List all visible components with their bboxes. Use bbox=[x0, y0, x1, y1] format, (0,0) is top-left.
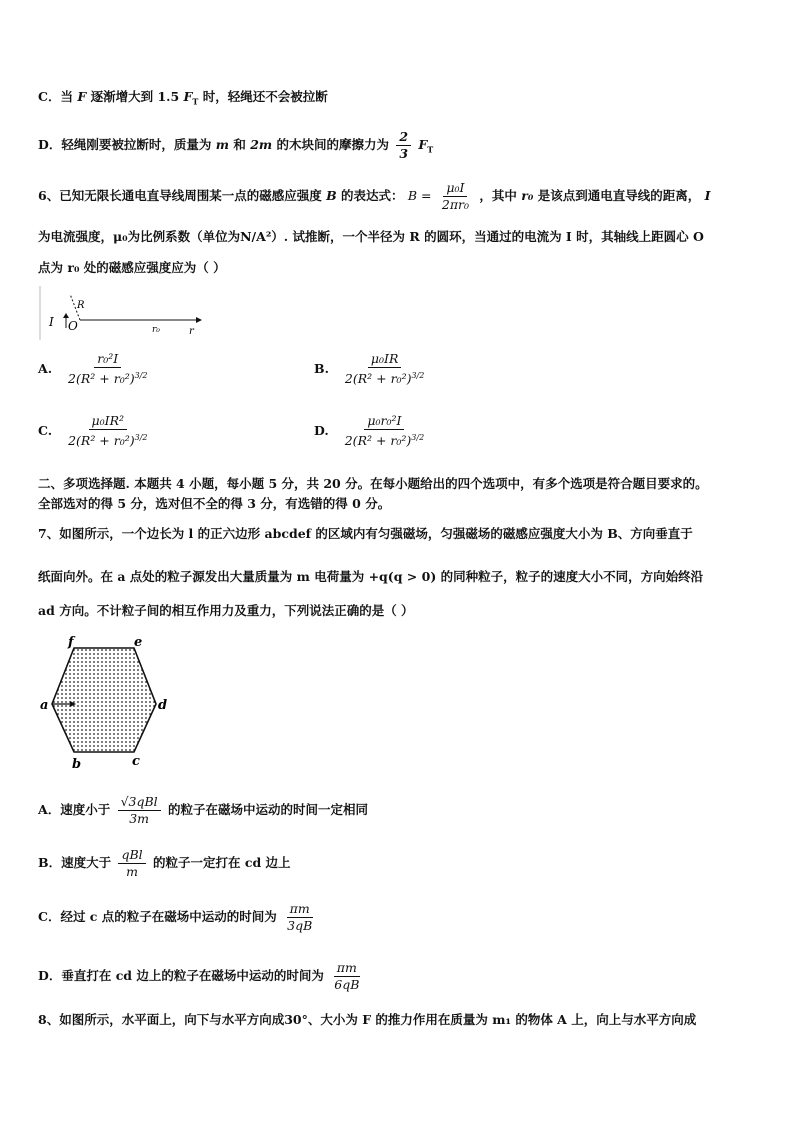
fraction bbox=[342, 414, 427, 448]
option-label: C． bbox=[38, 909, 61, 924]
fraction bbox=[65, 352, 150, 386]
vertex-label-b: b bbox=[72, 757, 82, 772]
option-label: C． bbox=[38, 89, 61, 104]
text: 时，轻绳还不会被拉断 bbox=[202, 89, 328, 104]
text: 经过 c 点的粒子在磁场中运动的时间为 bbox=[60, 909, 277, 924]
text: 当 bbox=[60, 89, 73, 104]
numerator: πm bbox=[287, 902, 313, 918]
vertex-label-c: c bbox=[132, 754, 140, 769]
current-arrowhead bbox=[63, 313, 69, 318]
denominator: 2πr₀ bbox=[441, 197, 470, 212]
fig-label-o: O bbox=[68, 319, 78, 333]
q6-option-d[interactable] bbox=[314, 414, 430, 448]
denominator: m bbox=[126, 864, 138, 879]
q6-option-c[interactable] bbox=[38, 414, 154, 448]
var-f: F bbox=[77, 89, 87, 104]
var-2m: 2m bbox=[250, 137, 273, 152]
numerator: μ₀I bbox=[443, 181, 467, 197]
numerator: μ₀IR bbox=[368, 352, 401, 368]
denominator bbox=[65, 430, 150, 448]
option-label: A． bbox=[38, 802, 61, 817]
denominator bbox=[342, 368, 427, 386]
var-b: B bbox=[326, 188, 337, 203]
section2-line2: 全部选对的得 5 分，选对但不全的得 3 分，有选错的得 0 分。 bbox=[38, 496, 391, 511]
text: 速度大于 bbox=[61, 855, 112, 870]
fig-label-i: I bbox=[49, 315, 54, 329]
q7-line2: 纸面向外。在 a 点处的粒子源发出大量质量为 m 电荷量为 +q(q > 0) 的同种粒子，粒子的速度大小不同，方向始终沿 bbox=[38, 569, 704, 584]
fraction bbox=[331, 961, 362, 992]
vertex-label-f: f bbox=[68, 635, 74, 650]
denominator: 3 bbox=[399, 146, 409, 161]
var-r0: r₀ bbox=[521, 188, 534, 203]
formula-lhs: B = bbox=[407, 188, 432, 203]
numerator: r₀²I bbox=[94, 352, 121, 368]
option-label: D. bbox=[314, 422, 329, 438]
text: ，其中 bbox=[479, 188, 517, 203]
axis-arrowhead bbox=[196, 317, 202, 323]
vertex-label-d: d bbox=[158, 698, 168, 713]
denominator: 3m bbox=[129, 811, 150, 826]
numerator: μ₀IR² bbox=[89, 414, 128, 430]
option-label: B. bbox=[314, 360, 329, 376]
option-label: A. bbox=[38, 360, 53, 376]
numerator: √3qBl bbox=[118, 795, 161, 811]
text: 速度小于 bbox=[60, 802, 111, 817]
exponent: 3/2 bbox=[411, 433, 425, 442]
q6-line3: 点为 r₀ 处的磁感应强度应为（ ） bbox=[38, 260, 226, 275]
exponent: 3/2 bbox=[134, 433, 148, 442]
denominator bbox=[342, 430, 427, 448]
text: 的粒子在磁场中运动的时间一定相同 bbox=[168, 802, 369, 817]
hexagon-figure bbox=[36, 632, 176, 772]
numerator: qBl bbox=[118, 848, 145, 864]
hexagon-region bbox=[52, 648, 156, 752]
var-m: m bbox=[215, 137, 229, 152]
text: 的木块间的摩擦力为 bbox=[276, 137, 389, 152]
fraction bbox=[342, 352, 427, 386]
fig-label-r: R bbox=[77, 300, 85, 311]
q7-line1: 7、如图所示，一个边长为 l 的正六边形 abcdef 的区域内有匀强磁场，匀强磁场的磁感应强度大小为 B、方向垂直于 bbox=[38, 526, 693, 541]
text: 6、已知无限长通电直导线周围某一点的磁感应强度 bbox=[38, 188, 322, 203]
subscript: T bbox=[192, 96, 199, 107]
option-label: D． bbox=[38, 137, 62, 152]
value: 1.5 bbox=[157, 89, 180, 104]
q7-option-a[interactable] bbox=[38, 795, 368, 826]
q6-option-b[interactable] bbox=[314, 352, 430, 386]
text: 是该点到通电直导线的距离， bbox=[537, 188, 701, 203]
text: 和 bbox=[233, 137, 246, 152]
q6-figure bbox=[38, 286, 208, 341]
numerator: 2 bbox=[396, 130, 411, 146]
exponent: 3/2 bbox=[134, 371, 148, 380]
subscript: T bbox=[427, 144, 434, 155]
den-text: 2(R² + r₀²) bbox=[344, 433, 412, 449]
q6-line1 bbox=[38, 181, 710, 212]
denominator: 6qB bbox=[334, 977, 360, 992]
den-text: 2(R² + r₀²) bbox=[344, 371, 412, 387]
option-label: B． bbox=[38, 855, 62, 870]
section2-line1: 二、多项选择题. 本题共 4 小题，每小题 5 分，共 20 分。在每小题给出的四个选项中，有多个选项是符合题目要求的。 bbox=[38, 476, 708, 491]
q7-option-b[interactable] bbox=[38, 848, 291, 879]
vertex-label-a: a bbox=[40, 698, 49, 713]
text: 的粒子一定打在 cd 边上 bbox=[153, 855, 291, 870]
q7-option-c[interactable] bbox=[38, 902, 318, 933]
denominator bbox=[65, 368, 150, 386]
q6-line2: 为电流强度，μ₀为比例系数（单位为N/A²）. 试推断，一个半径为 R 的圆环，当通过的电流为 I 时，其轴线上距圆心 O bbox=[38, 229, 704, 244]
fraction bbox=[65, 414, 150, 448]
option-label: C. bbox=[38, 422, 53, 438]
text: 轻绳刚要被拉断时，质量为 bbox=[61, 137, 212, 152]
exponent: 3/2 bbox=[411, 371, 425, 380]
vertex-label-e: e bbox=[134, 635, 143, 650]
text: 垂直打在 cd 边上的粒子在磁场中运动的时间为 bbox=[61, 968, 324, 983]
q6-option-a[interactable] bbox=[38, 352, 153, 386]
den-text: 2(R² + r₀²) bbox=[68, 371, 135, 387]
text: 的表达式： bbox=[341, 188, 404, 203]
option-label: D． bbox=[38, 968, 62, 983]
fig-label-r0: r₀ bbox=[152, 325, 160, 335]
q7-option-d[interactable] bbox=[38, 961, 365, 992]
numerator: πm bbox=[334, 961, 360, 977]
fraction bbox=[118, 795, 161, 826]
formula-fraction bbox=[439, 181, 472, 212]
q5-option-c bbox=[38, 89, 328, 110]
den-text: 2(R² + r₀²) bbox=[68, 433, 135, 449]
text: 逐渐增大到 bbox=[90, 89, 154, 104]
var-f: F bbox=[183, 89, 193, 104]
numerator: μ₀r₀²I bbox=[364, 414, 404, 430]
denominator: 3qB bbox=[287, 918, 313, 933]
fig-label-r-axis: r bbox=[189, 326, 194, 337]
var-f: F bbox=[418, 137, 428, 152]
fraction bbox=[118, 848, 145, 879]
q8-line1: 8、如图所示，水平面上，向下与水平方向成30°、大小为 F 的推力作用在质量为 m₁ 的物体 A 上，向上与水平方向成 bbox=[38, 1012, 697, 1027]
fraction bbox=[396, 130, 411, 161]
fraction bbox=[284, 902, 315, 933]
q5-option-d bbox=[38, 130, 433, 161]
var-i: I bbox=[704, 188, 711, 203]
q7-line3: ad 方向。不计粒子间的相互作用力及重力，下列说法正确的是（ ） bbox=[38, 603, 414, 618]
